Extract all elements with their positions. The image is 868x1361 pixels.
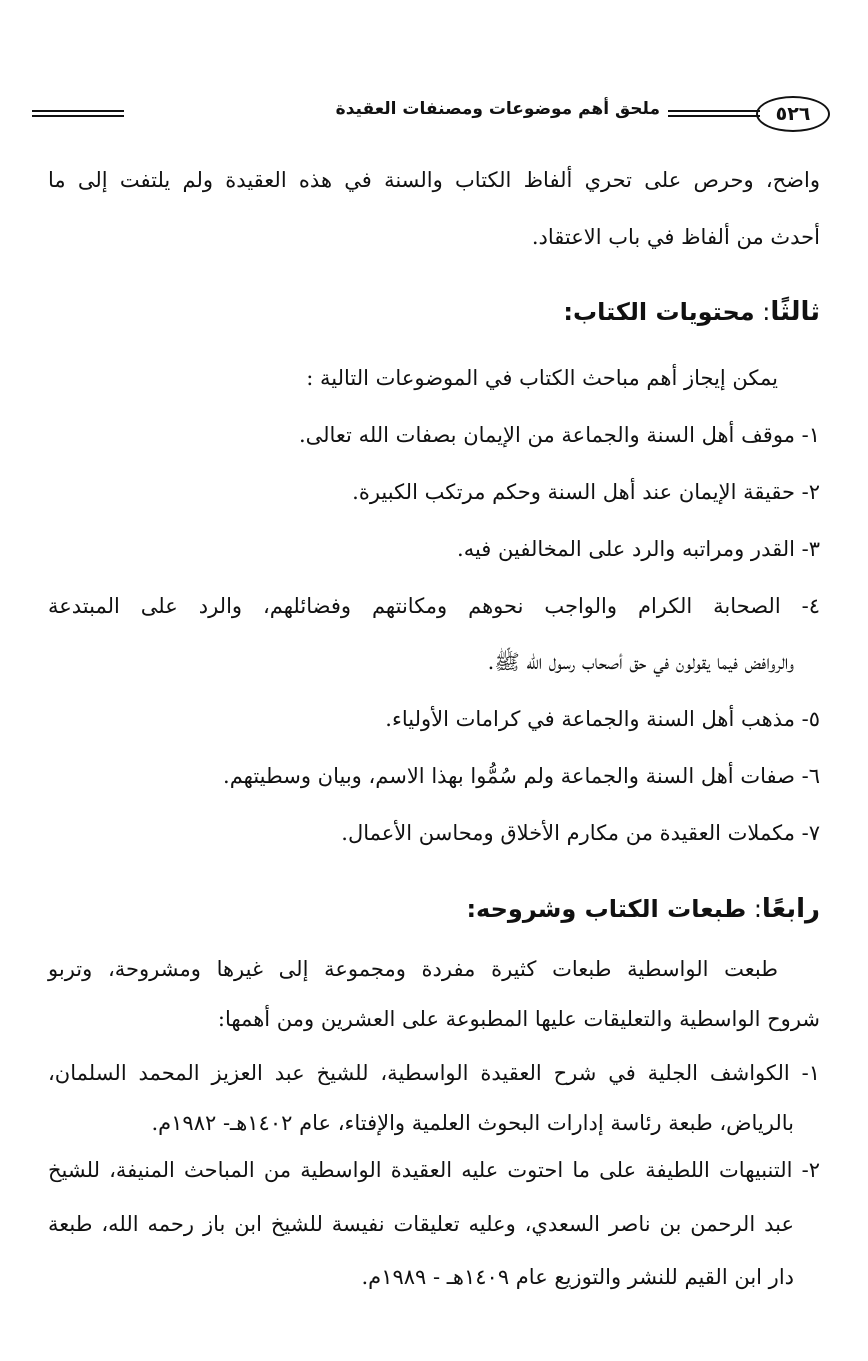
section4-lead: رابعًا	[761, 894, 820, 924]
section4-intro-2: شروح الواسطية والتعليقات عليها المطبوعة على العشرين ومن أهمها:	[217, 1007, 820, 1031]
section4-item-2-cont-1: عبد الرحمن بن ناصر السعدي، وعليه تعليقات نفيسة للشيخ ابن باز رحمه الله، طبعة	[48, 1212, 794, 1236]
page-number: ٥٢٦	[775, 103, 811, 125]
section4-intro-1: طبعت الواسطية طبعات كثيرة مفردة ومجموعة إلى غيرها ومشروحة، وتربو	[48, 957, 778, 981]
section3-title: محتويات الكتاب:	[563, 298, 755, 326]
page-header	[28, 96, 840, 136]
section3-item-7: ٧- مكملات العقيدة من مكارم الأخلاق ومحاسن الأعمال.	[341, 821, 820, 845]
header-rule-right	[668, 110, 760, 117]
section4-title: طبعات الكتاب وشروحه:	[466, 895, 747, 923]
running-title: ملحق أهم موضوعات ومصنفات العقيدة	[335, 99, 660, 119]
section3-item-3: ٣- القدر ومراتبه والرد على المخالفين فيه.	[457, 537, 820, 561]
section3-item-5: ٥- مذهب أهل السنة والجماعة في كرامات الأولياء.	[385, 707, 820, 731]
header-rule-left	[32, 110, 124, 117]
section3-heading: ثالثًا: محتويات الكتاب:	[563, 297, 820, 327]
section3-item-1: ١- موقف أهل السنة والجماعة من الإيمان بصفات الله تعالى.	[298, 423, 820, 447]
section4-item-1: ١- الكواشف الجلية في شرح العقيدة الواسطية، للشيخ عبد العزيز المحمد السلمان،	[48, 1061, 820, 1085]
intro-line-1: واضح، وحرص على تحري ألفاظ الكتاب والسنة في هذه العقيدة ولم يلتفت إلى ما	[48, 168, 820, 192]
section4-item-2-cont-2: دار ابن القيم للنشر والتوزيع عام ١٤٠٩هـ - ١٩٨٩م.	[361, 1265, 794, 1289]
section3-lead: ثالثًا	[770, 297, 820, 327]
section4-heading: رابعًا: طبعات الكتاب وشروحه:	[466, 894, 820, 924]
intro-line-2: أحدث من ألفاظ في باب الاعتقاد.	[531, 225, 820, 249]
section4-item-1-cont: بالرياض، طبعة رئاسة إدارات البحوث العلمية والإفتاء، عام ١٤٠٢هـ- ١٩٨٢م.	[151, 1111, 794, 1135]
section4-item-2: ٢- التنبيهات اللطيفة على ما احتوت عليه العقيدة الواسطية من المباحث المنيفة، للشيخ	[48, 1158, 820, 1182]
section3-item-4-cont: والروافض فيما يقولون في حق أصحاب رسول الله ﷺ.	[487, 650, 794, 674]
section3-item-6: ٦- صفات أهل السنة والجماعة ولم سُمُّوا بهذا الاسم، وبيان وسطيتهم.	[223, 764, 820, 788]
section3-item-2: ٢- حقيقة الإيمان عند أهل السنة وحكم مرتكب الكبيرة.	[352, 480, 820, 504]
section3-intro: يمكن إيجاز أهم مباحث الكتاب في الموضوعات التالية :	[306, 366, 778, 390]
section3-item-4: ٤- الصحابة الكرام والواجب نحوهم ومكانتهم وفضائلهم، والرد على المبتدعة	[48, 594, 820, 618]
page-number-frame	[756, 96, 830, 132]
